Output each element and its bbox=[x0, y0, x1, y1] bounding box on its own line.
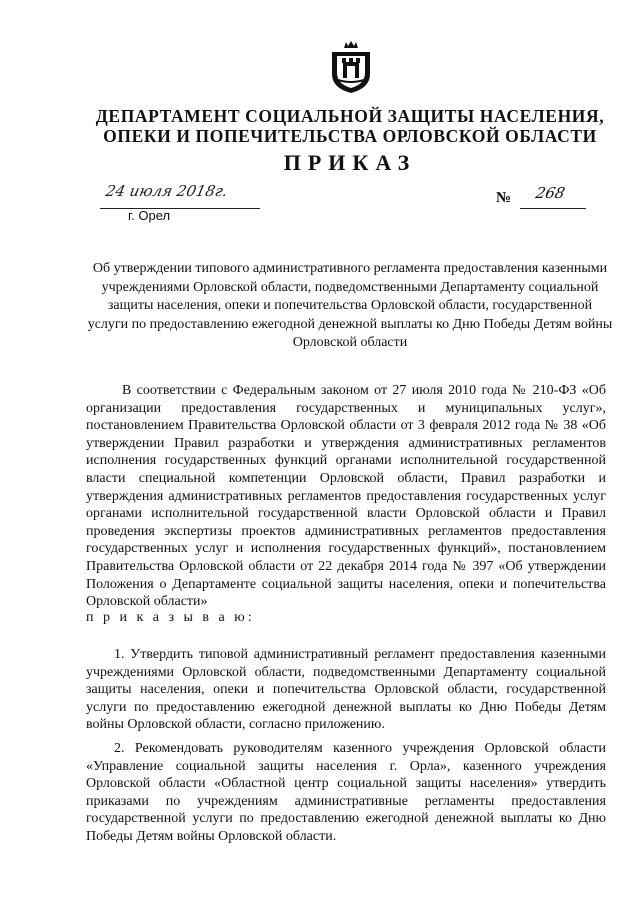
coat-of-arms-icon bbox=[328, 40, 374, 94]
document-type-title: ПРИКАЗ bbox=[283, 150, 417, 175]
order-item-1: 1. Утвердить типовой административный регламент предоставления казенными учреждениями Орловской области, подведомственными Департаменту социальной защиты населения, опеки и попечительства Орловской области, государственной услуги по предоставлению ежегодной денежной выплаты ко Дню Победы Детям войны Орловской области, согласно приложению. bbox=[86, 647, 606, 733]
preamble-paragraph: В соответствии с Федеральным законом от 27 июля 2010 года № 210-ФЗ «Об организации предоставления государственных и муниципальных услуг», постановлением Правительства Орловской области от 3 февраля 2012 года № 38 «Об утверждении Правил разработки и утверждения административных регламентов исполнения государственных функций органами исполнительной государственной власти специальной компетенции Орловской области, Правил разработки и утверждения административных регламентов предоставления государственных услуг органами исполнительной государственной власти Орловской области и Правил проведения экспертизы проектов административных регламентов предоставления государственных услуг и исполнения государственных функций», постановлением Правительства Орловской области от 22 декабря 2014 года № 397 «Об утверждении Положения о Департаменте социальной защиты населения, опеки и попечительства Орловской области» bbox=[86, 383, 606, 610]
department-name: ДЕПАРТАМЕНТ СОЦИАЛЬНОЙ ЗАЩИТЫ НАСЕЛЕНИЯ, ОПЕКИ И ПОПЕЧИТЕЛЬСТВА ОРЛОВСКОЙ ОБЛАСТИ bbox=[95, 106, 605, 146]
handwritten-date: 24 июля 2018г. bbox=[104, 182, 230, 200]
order-word: п р и к а з ы в а ю: bbox=[86, 610, 255, 625]
handwritten-number: 268 bbox=[534, 184, 567, 202]
order-subject: Об утверждении типового административного регламента предоставления казенными учреждениями Орловской области, подведомственными Департаменту социальной защиты населения, опеки и попечительства Орловской области, государственной услуги по предоставлению ежегодной денежной выплаты ко Дню Победы Детям войны Орловской области bbox=[87, 261, 613, 350]
city-label: г. Орел bbox=[128, 208, 171, 223]
number-label: № bbox=[496, 190, 512, 206]
order-item-2: 2. Рекомендовать руководителям казенного учреждения Орловской области «Управление социальной защиты населения г. Орла», казенного учреждения Орловской области «Областной центр социальной защиты населения» утвердить приказами по учреждениям административные регламенты предоставления государственной услуги по предоставлению ежегодной денежной выплаты ко Дню Победы Детям войны Орловской области. bbox=[86, 741, 606, 844]
